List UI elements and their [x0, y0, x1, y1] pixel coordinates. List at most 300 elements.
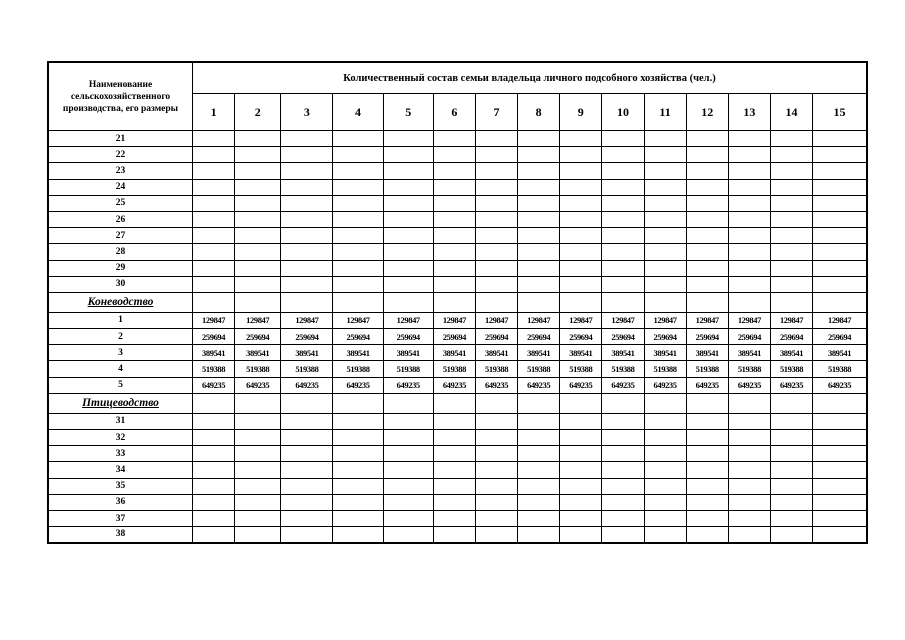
table-cell [686, 430, 728, 446]
table-cell [813, 147, 867, 163]
table-cell [813, 393, 867, 413]
table-cell [433, 260, 475, 276]
table-cell [686, 147, 728, 163]
row-label: 2 [48, 329, 193, 345]
table-cell [333, 276, 383, 292]
row-label: 5 [48, 377, 193, 393]
table-cell [333, 244, 383, 260]
table-cell [813, 211, 867, 227]
table-cell [728, 211, 770, 227]
table-cell [686, 462, 728, 478]
table-cell [813, 163, 867, 179]
table-cell [770, 244, 812, 260]
table-cell: 389541 [813, 345, 867, 361]
row-label: 36 [48, 494, 193, 510]
table-cell: 389541 [383, 345, 433, 361]
table-cell: 519388 [333, 361, 383, 377]
table-cell [518, 163, 560, 179]
table-cell [383, 228, 433, 244]
table-cell [644, 430, 686, 446]
table-cell [686, 478, 728, 494]
table-cell [433, 494, 475, 510]
table-cell [475, 430, 517, 446]
table-cell: 259694 [813, 329, 867, 345]
table-cell: 519388 [560, 361, 602, 377]
name-column-header: Наименование сельскохозяйственного производства, его размеры [48, 62, 193, 131]
table-cell [475, 147, 517, 163]
table-cell [433, 195, 475, 211]
table-cell: 129847 [728, 312, 770, 328]
table-cell [644, 510, 686, 526]
table-cell [644, 163, 686, 179]
table-cell [602, 260, 644, 276]
table-cell [475, 413, 517, 429]
column-number-header: 14 [770, 94, 812, 131]
table-cell [193, 413, 235, 429]
row-label: 38 [48, 527, 193, 543]
table-cell [813, 478, 867, 494]
table-cell: 129847 [686, 312, 728, 328]
table-cell [644, 244, 686, 260]
table-cell: 389541 [475, 345, 517, 361]
table-cell: 649235 [728, 377, 770, 393]
table-cell [333, 478, 383, 494]
row-label: 27 [48, 228, 193, 244]
table-cell [235, 393, 281, 413]
table-row [48, 361, 867, 377]
table-cell [383, 527, 433, 543]
table-cell: 519388 [433, 361, 475, 377]
table-cell [644, 147, 686, 163]
table-cell [728, 163, 770, 179]
table-cell [686, 260, 728, 276]
table-cell [193, 510, 235, 526]
table-cell [383, 179, 433, 195]
table-row [48, 163, 867, 179]
table-cell [193, 494, 235, 510]
table-cell [235, 244, 281, 260]
table-cell: 129847 [475, 312, 517, 328]
table-cell [560, 131, 602, 147]
table-cell [333, 179, 383, 195]
table-cell [475, 195, 517, 211]
table-cell: 259694 [333, 329, 383, 345]
table-cell [686, 179, 728, 195]
row-label: 22 [48, 147, 193, 163]
table-cell: 259694 [281, 329, 333, 345]
table-cell [383, 211, 433, 227]
table-cell [770, 228, 812, 244]
table-cell [686, 211, 728, 227]
table-cell [770, 393, 812, 413]
row-label: 31 [48, 413, 193, 429]
column-number-header: 9 [560, 94, 602, 131]
table-cell [281, 478, 333, 494]
row-label: 23 [48, 163, 193, 179]
table-cell [333, 413, 383, 429]
table-cell [193, 292, 235, 312]
table-cell [235, 494, 281, 510]
header-row-title [48, 62, 867, 94]
table-cell [813, 446, 867, 462]
table-cell: 129847 [333, 312, 383, 328]
table-cell: 389541 [235, 345, 281, 361]
table-cell: 519388 [235, 361, 281, 377]
table-cell [560, 446, 602, 462]
table-cell: 259694 [602, 329, 644, 345]
table-cell [813, 462, 867, 478]
table-cell [518, 430, 560, 446]
table-cell: 519388 [644, 361, 686, 377]
table-cell [281, 462, 333, 478]
table-cell: 389541 [602, 345, 644, 361]
table-cell [433, 244, 475, 260]
table-cell [813, 292, 867, 312]
table-cell [644, 179, 686, 195]
table-cell [475, 163, 517, 179]
table-cell [383, 292, 433, 312]
table-cell: 649235 [644, 377, 686, 393]
table-cell [235, 446, 281, 462]
table-cell [602, 446, 644, 462]
table-cell [770, 510, 812, 526]
table-cell: 129847 [602, 312, 644, 328]
table-cell [193, 276, 235, 292]
table-cell [560, 163, 602, 179]
table-cell [602, 494, 644, 510]
table-cell [193, 228, 235, 244]
table-cell: 519388 [602, 361, 644, 377]
table-cell [560, 478, 602, 494]
table-cell [686, 244, 728, 260]
table-cell: 389541 [644, 345, 686, 361]
table-cell [281, 195, 333, 211]
table-cell [602, 163, 644, 179]
table-cell: 259694 [770, 329, 812, 345]
table-cell [728, 430, 770, 446]
table-cell [333, 163, 383, 179]
table-cell [602, 413, 644, 429]
table-cell [728, 527, 770, 543]
table-cell [644, 211, 686, 227]
table-cell [193, 446, 235, 462]
table-cell [333, 211, 383, 227]
table-cell [560, 260, 602, 276]
table-cell [560, 413, 602, 429]
row-label: 24 [48, 179, 193, 195]
table-cell: 129847 [644, 312, 686, 328]
table-cell [728, 244, 770, 260]
table-cell [333, 446, 383, 462]
table-row [48, 260, 867, 276]
table-cell [686, 393, 728, 413]
table-cell [475, 292, 517, 312]
table-cell [433, 393, 475, 413]
table-cell: 129847 [235, 312, 281, 328]
table-cell [728, 276, 770, 292]
table-cell [602, 478, 644, 494]
table-cell [383, 244, 433, 260]
table-cell [281, 494, 333, 510]
column-number-header: 2 [235, 94, 281, 131]
column-number-header: 8 [518, 94, 560, 131]
table-cell: 519388 [686, 361, 728, 377]
table-cell: 519388 [281, 361, 333, 377]
row-label: 28 [48, 244, 193, 260]
table-cell [383, 276, 433, 292]
table-cell [560, 494, 602, 510]
table-cell [433, 413, 475, 429]
table-cell [281, 292, 333, 312]
table-cell [560, 179, 602, 195]
table-cell [383, 494, 433, 510]
table-cell [518, 510, 560, 526]
column-number-header: 13 [728, 94, 770, 131]
table-cell [333, 430, 383, 446]
table-cell: 649235 [383, 377, 433, 393]
table-cell [644, 393, 686, 413]
table-cell [686, 413, 728, 429]
table-cell [193, 147, 235, 163]
table-cell: 389541 [686, 345, 728, 361]
table-cell [333, 393, 383, 413]
table-cell [333, 228, 383, 244]
row-label: 3 [48, 345, 193, 361]
table-cell [193, 195, 235, 211]
table-cell [518, 131, 560, 147]
table-cell [235, 260, 281, 276]
table-row [48, 228, 867, 244]
data-table [47, 61, 868, 544]
table-cell: 649235 [193, 377, 235, 393]
table-cell [560, 147, 602, 163]
table-cell [518, 478, 560, 494]
table-cell [728, 413, 770, 429]
table-cell [281, 430, 333, 446]
table-cell [770, 462, 812, 478]
row-label: 33 [48, 446, 193, 462]
table-cell [383, 195, 433, 211]
table-cell [193, 179, 235, 195]
table-row [48, 527, 867, 543]
table-cell [728, 228, 770, 244]
table-cell [602, 179, 644, 195]
section-title: Птицеводство [48, 393, 193, 413]
table-cell [333, 462, 383, 478]
table-cell [281, 244, 333, 260]
table-cell [518, 527, 560, 543]
table-row [48, 211, 867, 227]
table-cell [770, 494, 812, 510]
table-cell [644, 260, 686, 276]
table-cell [813, 527, 867, 543]
table-cell [686, 195, 728, 211]
column-number-header: 3 [281, 94, 333, 131]
table-cell [475, 211, 517, 227]
table-cell [602, 228, 644, 244]
table-cell: 129847 [518, 312, 560, 328]
table-cell [235, 510, 281, 526]
table-cell [193, 478, 235, 494]
table-cell: 259694 [644, 329, 686, 345]
table-cell: 259694 [728, 329, 770, 345]
section-row [48, 393, 867, 413]
table-cell [644, 276, 686, 292]
table-cell [333, 494, 383, 510]
table-cell [560, 510, 602, 526]
table-cell [475, 131, 517, 147]
table-cell [475, 478, 517, 494]
table-cell [235, 195, 281, 211]
table-cell [560, 462, 602, 478]
table-cell [644, 413, 686, 429]
table-cell: 259694 [433, 329, 475, 345]
table-cell: 389541 [560, 345, 602, 361]
table-cell [602, 211, 644, 227]
table-cell [383, 147, 433, 163]
column-number-header: 10 [602, 94, 644, 131]
table-cell [235, 163, 281, 179]
table-cell [235, 292, 281, 312]
table-cell [433, 211, 475, 227]
table-cell: 259694 [518, 329, 560, 345]
table-cell [602, 147, 644, 163]
table-cell [281, 131, 333, 147]
table-cell [518, 260, 560, 276]
table-cell [518, 211, 560, 227]
table-cell [728, 147, 770, 163]
table-cell [333, 131, 383, 147]
table-cell [281, 211, 333, 227]
table-cell [813, 179, 867, 195]
row-label: 1 [48, 312, 193, 328]
table-cell [770, 430, 812, 446]
table-cell [383, 393, 433, 413]
row-label: 30 [48, 276, 193, 292]
table-cell: 519388 [518, 361, 560, 377]
table-cell: 519388 [728, 361, 770, 377]
table-cell: 129847 [813, 312, 867, 328]
table-cell [602, 292, 644, 312]
table-cell [686, 276, 728, 292]
table-cell [602, 195, 644, 211]
table-cell [383, 260, 433, 276]
table-cell: 129847 [383, 312, 433, 328]
table-cell [813, 244, 867, 260]
table-cell [235, 147, 281, 163]
table-cell [281, 163, 333, 179]
table-body [48, 131, 867, 543]
table-cell [518, 179, 560, 195]
table-cell [518, 462, 560, 478]
table-cell [770, 163, 812, 179]
table-cell [235, 276, 281, 292]
table-cell [433, 462, 475, 478]
table-cell: 259694 [475, 329, 517, 345]
table-cell [560, 244, 602, 260]
table-cell [333, 147, 383, 163]
table-cell [686, 494, 728, 510]
table-cell [602, 430, 644, 446]
table-cell [644, 131, 686, 147]
table-cell: 519388 [193, 361, 235, 377]
table-cell [728, 195, 770, 211]
table-cell: 519388 [770, 361, 812, 377]
table-cell [193, 211, 235, 227]
table-cell [644, 494, 686, 510]
table-cell [433, 147, 475, 163]
table-cell [193, 260, 235, 276]
table-cell: 259694 [383, 329, 433, 345]
table-cell [193, 462, 235, 478]
table-cell [518, 195, 560, 211]
table-cell: 649235 [560, 377, 602, 393]
table-cell [560, 276, 602, 292]
table-cell [728, 446, 770, 462]
table-cell [235, 527, 281, 543]
table-cell [770, 211, 812, 227]
table-cell: 649235 [518, 377, 560, 393]
table-cell [475, 510, 517, 526]
table-cell [235, 413, 281, 429]
table-row [48, 179, 867, 195]
table-cell [770, 179, 812, 195]
table-cell [475, 276, 517, 292]
table-cell [433, 430, 475, 446]
table-cell: 389541 [770, 345, 812, 361]
table-cell [433, 527, 475, 543]
table-cell [333, 292, 383, 312]
table-cell [281, 393, 333, 413]
table-cell [728, 393, 770, 413]
row-label: 29 [48, 260, 193, 276]
table-cell: 259694 [193, 329, 235, 345]
table-cell [193, 393, 235, 413]
table-cell [475, 494, 517, 510]
table-row [48, 478, 867, 494]
table-cell [686, 510, 728, 526]
table-row [48, 494, 867, 510]
table-cell [235, 179, 281, 195]
table-cell [770, 478, 812, 494]
table-cell: 519388 [383, 361, 433, 377]
table-cell [433, 276, 475, 292]
table-row [48, 430, 867, 446]
table-cell [475, 228, 517, 244]
table-cell: 389541 [518, 345, 560, 361]
table-cell [475, 446, 517, 462]
table-cell [235, 131, 281, 147]
table-cell: 649235 [281, 377, 333, 393]
table-cell [383, 131, 433, 147]
table-cell [728, 179, 770, 195]
table-cell [475, 260, 517, 276]
table-cell [383, 163, 433, 179]
table-cell [281, 147, 333, 163]
table-cell [686, 292, 728, 312]
table-cell [813, 195, 867, 211]
column-number-header: 11 [644, 94, 686, 131]
table-cell: 649235 [475, 377, 517, 393]
table-cell: 649235 [235, 377, 281, 393]
table-cell [560, 228, 602, 244]
table-row [48, 312, 867, 328]
table-row [48, 244, 867, 260]
table-cell [518, 413, 560, 429]
row-label: 4 [48, 361, 193, 377]
table-cell [560, 527, 602, 543]
table-row [48, 462, 867, 478]
